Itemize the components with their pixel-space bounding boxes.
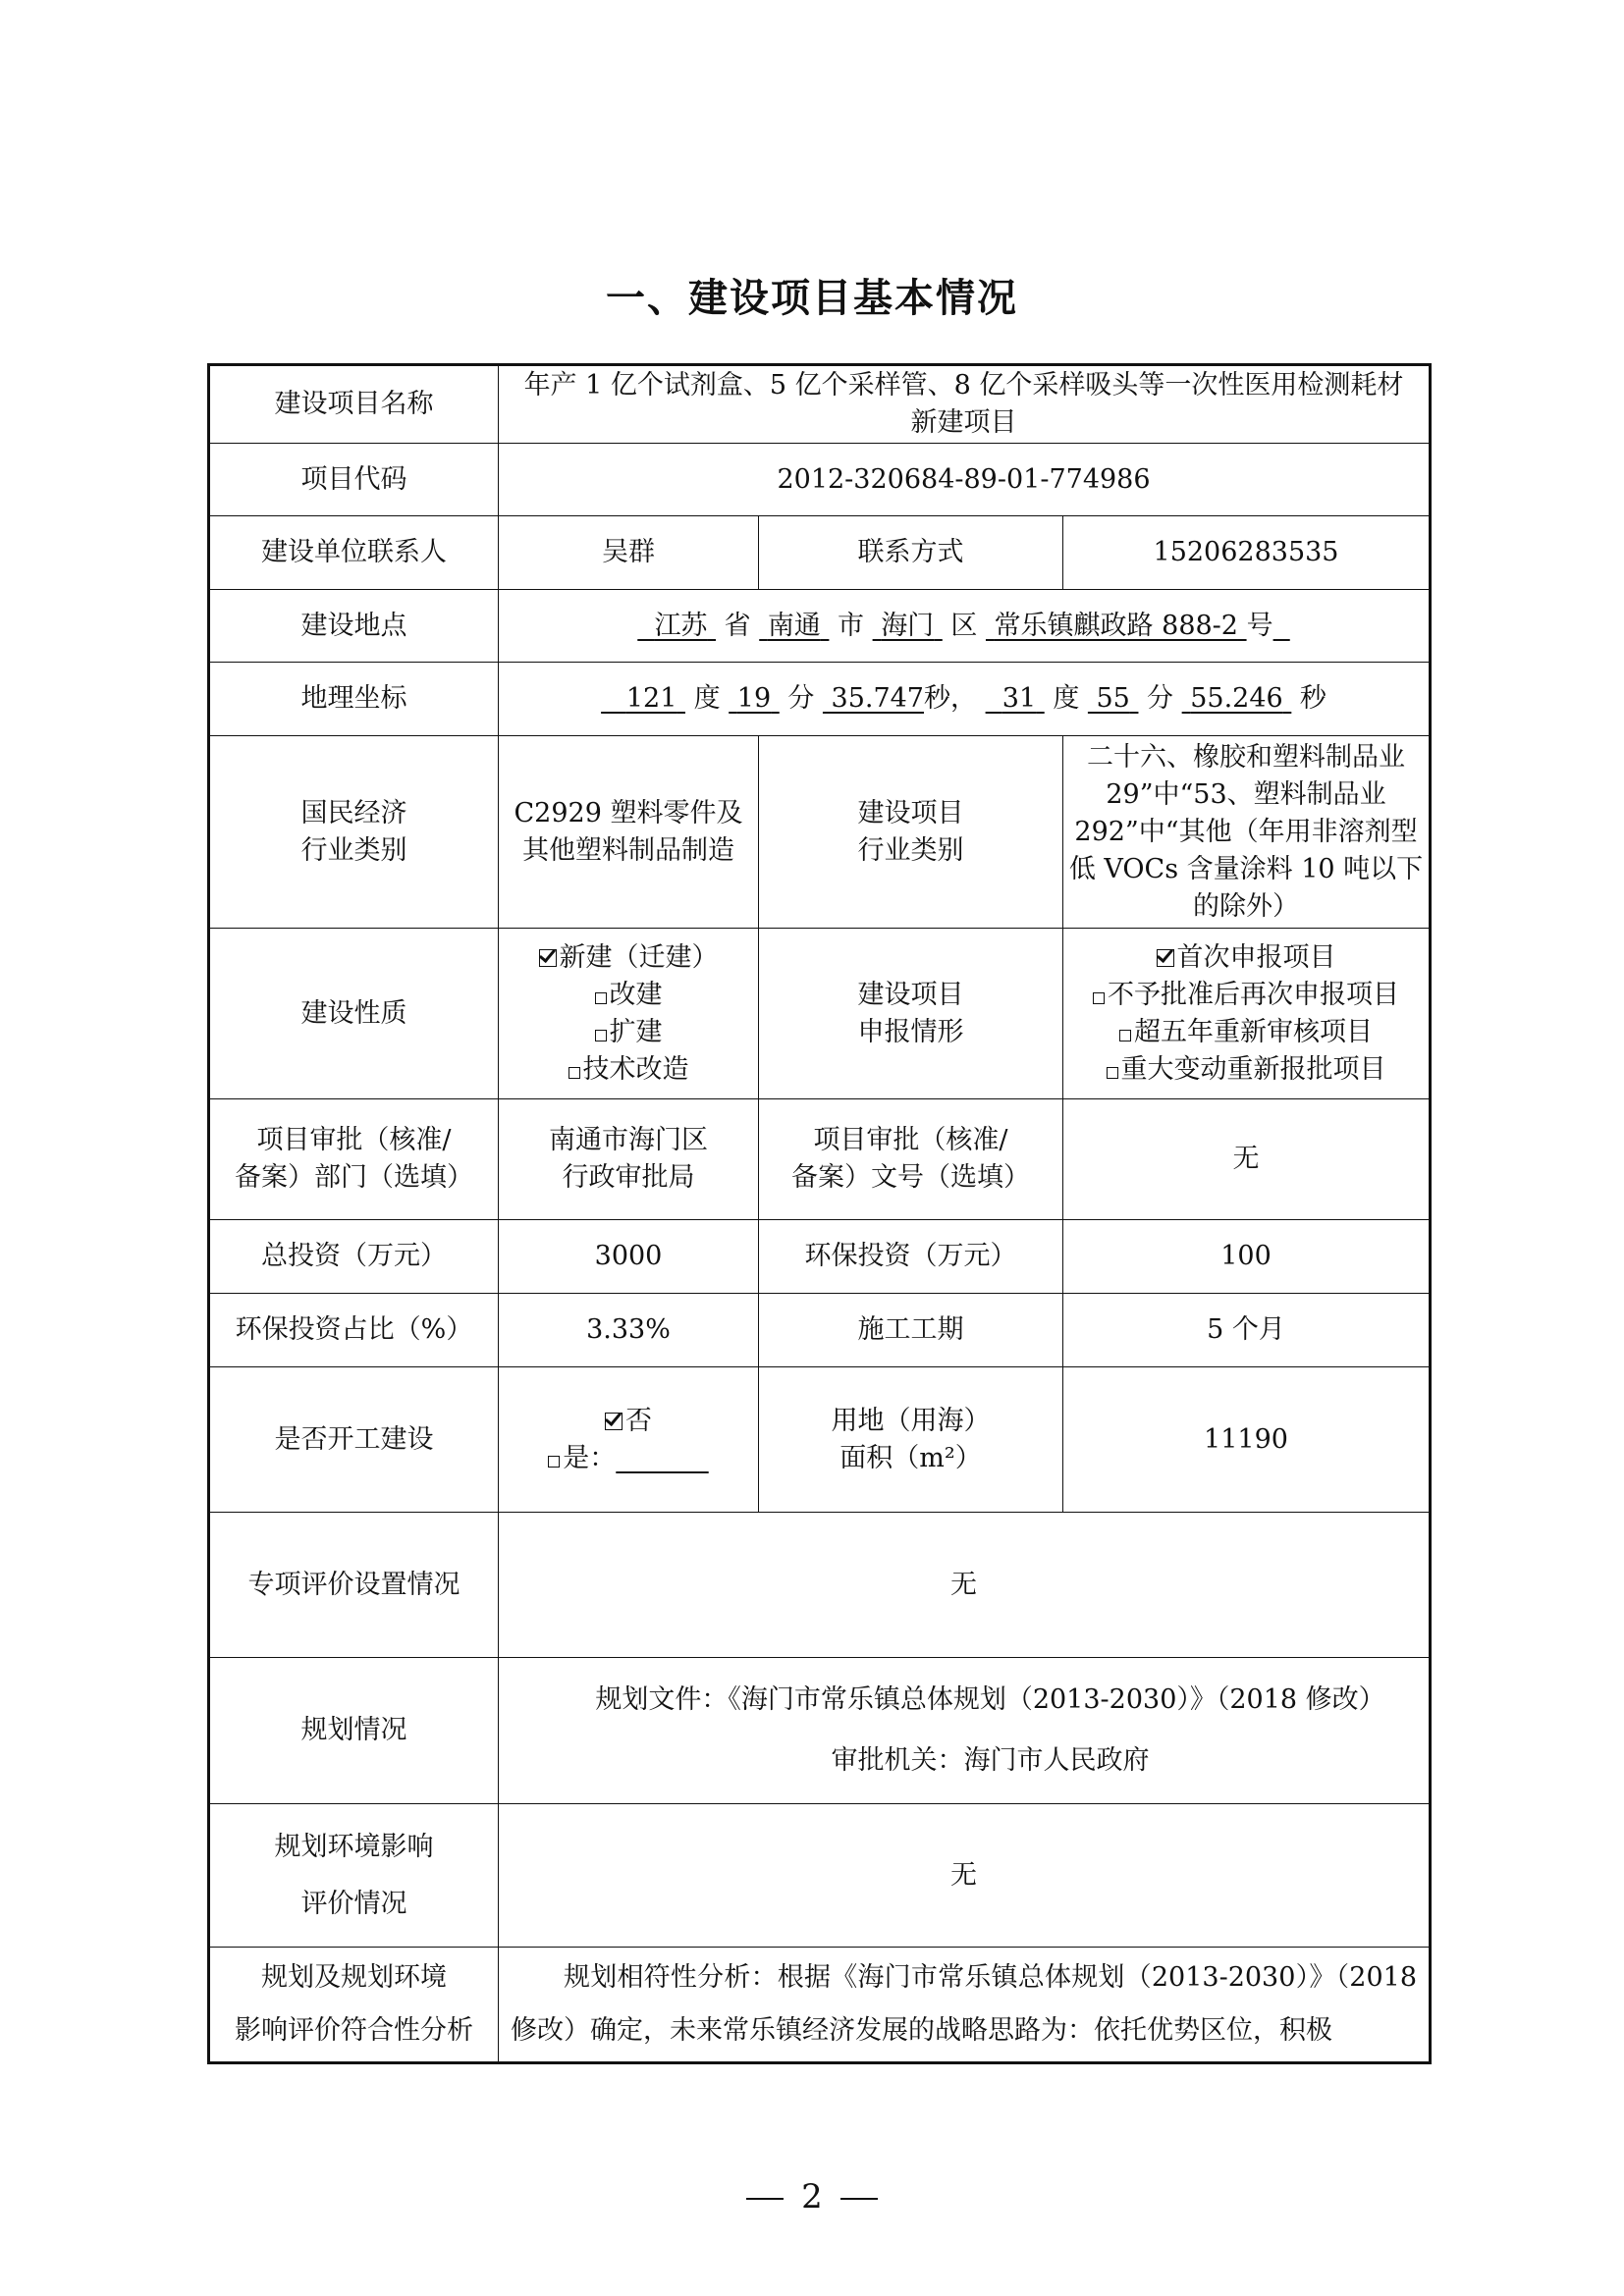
page-footer [0, 2177, 1624, 2216]
label-planning: 规划情况 [209, 1658, 499, 1804]
label-conformity-line2: 影响评价符合性分析 [235, 2015, 473, 2046]
value-coordinates [499, 663, 1431, 736]
value-land-area: 11190 [1063, 1367, 1431, 1513]
nature-option-tech: 技术改造 [582, 1053, 689, 1085]
declaration-options [1063, 929, 1431, 1099]
coord-lon-min: 19 [736, 683, 772, 714]
checkbox-empty-icon[interactable] [1119, 1030, 1131, 1041]
coord-min-unit-2: 分 [1147, 683, 1174, 714]
value-approval-dept-line2: 行政审批局 [562, 1162, 695, 1193]
value-planning [499, 1658, 1431, 1804]
label-project-industry-line1: 建设项目 [857, 797, 964, 828]
row-special-eval [209, 1513, 1431, 1658]
value-total-investment: 3000 [499, 1220, 759, 1294]
planning-document: 规划文件：《海门市常乐镇总体规划（2013-2030）》（2018 修改） [595, 1684, 1385, 1715]
checkbox-empty-icon[interactable] [595, 992, 607, 1004]
value-contact: 吴群 [499, 516, 759, 590]
value-project-name-line1: 年产 1 亿个试剂盒、5 亿个采样管、8 亿个采样吸头等一次性医用检测耗材 [523, 370, 1404, 400]
location-district-unit: 区 [950, 610, 978, 641]
started-option-yes: 是： [563, 1442, 617, 1473]
location-province-unit: 省 [724, 610, 751, 641]
coord-lat-deg: 31 [1001, 683, 1037, 714]
conformity-text: 规划相符性分析：根据《海门市常乐镇总体规划（2013-2030）》（2018 修改）确定，未来常乐镇经济发展的战略思路为：依托优势区位，积极 [511, 1962, 1418, 2046]
row-coordinates [209, 663, 1431, 736]
label-declaration [759, 929, 1063, 1099]
value-project-code: 2012-320684-89-01-774986 [499, 444, 1431, 516]
location-district: 海门 [881, 610, 935, 641]
row-approval [209, 1099, 1431, 1220]
row-ratio [209, 1294, 1431, 1367]
value-contact-method: 15206283535 [1063, 516, 1431, 590]
value-project-industry: 二十六、橡胶和塑料制品业 29”中“53、塑料制品业 292”中“其他（年用非溶剂型低 VOCs 含量涂料 10 吨以下的除外） [1063, 736, 1431, 929]
coord-sec-unit-2: 秒 [1299, 683, 1326, 714]
label-approval-number-line2: 备案）文号（选填） [791, 1162, 1030, 1193]
label-approval-dept-line2: 备案）部门（选填） [235, 1162, 473, 1193]
value-conformity [499, 1948, 1431, 2063]
coord-lon-deg: 121 [625, 683, 677, 714]
nature-option-expand: 扩建 [609, 1016, 663, 1047]
declaration-option-resubmit: 不予批准后再次申报项目 [1108, 979, 1399, 1010]
row-contact [209, 516, 1431, 590]
value-project-name-line2: 新建项目 [910, 407, 1017, 438]
row-industry [209, 736, 1431, 929]
row-project-name [209, 365, 1431, 444]
label-project-industry-line2: 行业类别 [857, 834, 964, 866]
label-conformity-line1: 规划及规划环境 [261, 1962, 447, 1993]
value-location [499, 590, 1431, 663]
coord-min-unit: 分 [787, 683, 815, 714]
row-location [209, 590, 1431, 663]
value-env-investment: 100 [1063, 1220, 1431, 1294]
label-approval-dept [209, 1099, 499, 1220]
footer-dash-right [840, 2198, 878, 2200]
page-number: 2 [801, 2177, 823, 2216]
value-approval-dept [499, 1099, 759, 1220]
location-province: 江苏 [654, 610, 708, 641]
value-project-name [499, 365, 1431, 444]
label-planning-env-line1: 规划环境影响 [274, 1831, 434, 1862]
label-env-investment: 环保投资（万元） [759, 1220, 1063, 1294]
row-nature [209, 929, 1431, 1099]
label-declaration-line1: 建设项目 [857, 979, 964, 1010]
row-planning [209, 1658, 1431, 1804]
location-address-unit: 号 [1246, 610, 1273, 641]
checkbox-empty-icon[interactable] [548, 1456, 560, 1468]
coord-lon-sec: 35.747 [831, 683, 924, 714]
nature-option-new: 新建（迁建） [559, 941, 719, 973]
row-investment [209, 1220, 1431, 1294]
project-info-table [207, 363, 1432, 2064]
label-total-investment: 总投资（万元） [209, 1220, 499, 1294]
nature-option-rebuild: 改建 [609, 979, 663, 1010]
label-started: 是否开工建设 [209, 1367, 499, 1513]
label-land-area [759, 1367, 1063, 1513]
value-special-eval: 无 [499, 1513, 1431, 1658]
label-nature: 建设性质 [209, 929, 499, 1099]
label-env-ratio: 环保投资占比（%） [209, 1294, 499, 1367]
label-industry [209, 736, 499, 929]
coord-sec-unit: 秒， [924, 683, 977, 714]
row-project-code [209, 444, 1431, 516]
checkbox-empty-icon[interactable] [1093, 992, 1105, 1004]
value-approval-number: 无 [1063, 1099, 1431, 1220]
checkbox-checked-icon[interactable] [539, 949, 557, 967]
coord-lat-sec: 55.246 [1190, 683, 1283, 714]
label-approval-number [759, 1099, 1063, 1220]
checkbox-checked-icon[interactable] [1157, 949, 1174, 967]
planning-authority: 审批机关：海门市人民政府 [831, 1745, 1150, 1776]
label-project-name: 建设项目名称 [209, 365, 499, 444]
coord-lat-min: 55 [1096, 683, 1130, 714]
page-title: 一、建设项目基本情况 [606, 276, 1018, 321]
label-location: 建设地点 [209, 590, 499, 663]
value-approval-dept-line1: 南通市海门区 [549, 1125, 708, 1155]
started-option-no: 否 [625, 1405, 652, 1436]
location-city: 南通 [767, 610, 821, 641]
value-planning-env: 无 [499, 1804, 1431, 1948]
nature-options [499, 929, 759, 1099]
label-contact: 建设单位联系人 [209, 516, 499, 590]
label-planning-env-line2: 评价情况 [300, 1888, 407, 1919]
started-options [499, 1367, 759, 1513]
coord-deg-unit-2: 度 [1053, 683, 1080, 714]
label-declaration-line2: 申报情形 [857, 1016, 964, 1047]
label-approval-number-line1: 项目审批（核准/ [813, 1125, 1008, 1155]
label-project-industry [759, 736, 1063, 929]
label-conformity [209, 1948, 499, 2063]
location-address: 常乐镇麒政路 888-2 [994, 610, 1238, 641]
declaration-option-major-change: 重大变动重新报批项目 [1120, 1053, 1386, 1085]
label-coordinates: 地理坐标 [209, 663, 499, 736]
value-construction-period: 5 个月 [1063, 1294, 1431, 1367]
row-planning-env [209, 1804, 1431, 1948]
row-started [209, 1367, 1431, 1513]
label-industry-line1: 国民经济 [300, 797, 407, 828]
declaration-option-first: 首次申报项目 [1176, 941, 1336, 973]
row-conformity [209, 1948, 1431, 2063]
label-project-code: 项目代码 [209, 444, 499, 516]
coord-deg-unit: 度 [693, 683, 721, 714]
checkbox-empty-icon[interactable] [568, 1067, 580, 1079]
checkbox-checked-icon[interactable] [605, 1413, 623, 1430]
checkbox-empty-icon[interactable] [595, 1030, 607, 1041]
footer-dash-left [746, 2198, 784, 2200]
label-contact-method: 联系方式 [759, 516, 1063, 590]
label-approval-dept-line1: 项目审批（核准/ [256, 1125, 452, 1155]
location-city-unit: 市 [838, 610, 864, 641]
label-construction-period: 施工工期 [759, 1294, 1063, 1367]
label-land-area-line1: 用地（用海） [831, 1405, 991, 1436]
label-industry-line2: 行业类别 [300, 834, 407, 866]
value-env-ratio: 3.33% [499, 1294, 759, 1367]
label-planning-env [209, 1804, 499, 1948]
declaration-option-review: 超五年重新审核项目 [1134, 1016, 1373, 1047]
label-land-area-line2: 面积（m²） [839, 1442, 982, 1473]
checkbox-empty-icon[interactable] [1107, 1067, 1118, 1079]
value-industry: C2929 塑料零件及其他塑料制品制造 [499, 736, 759, 929]
label-special-eval: 专项评价设置情况 [209, 1513, 499, 1658]
